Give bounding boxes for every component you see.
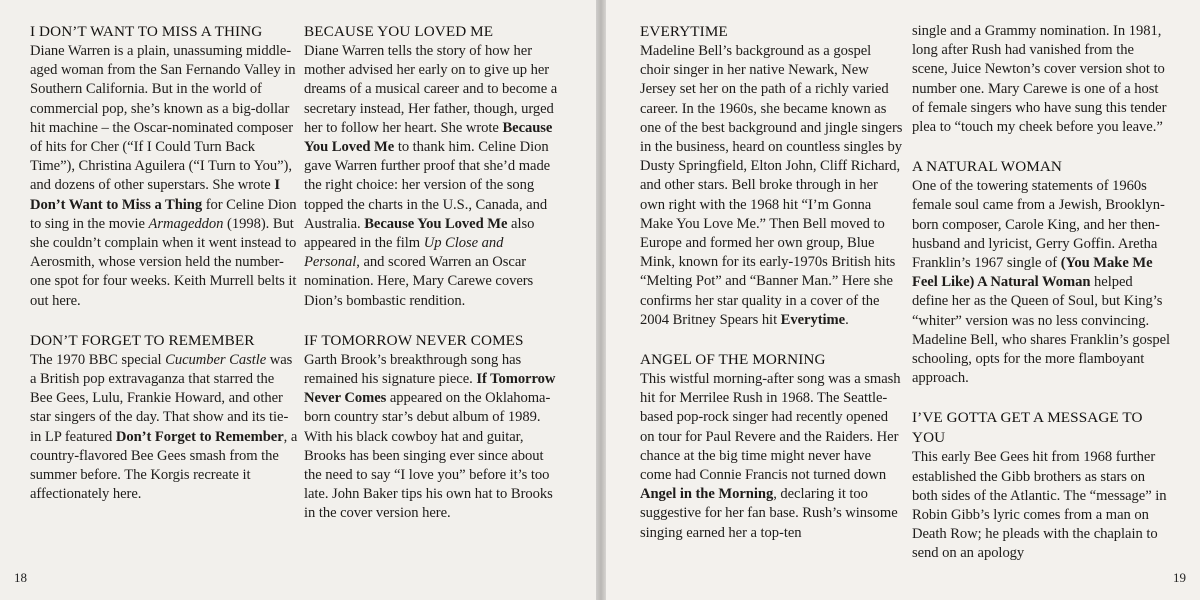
book-gutter: [596, 0, 606, 600]
page-number-left: 18: [14, 570, 27, 585]
section-body: single and a Grammy nomination. In 1981, long after Rush had vanished from the scene, Juice Newton’s cover version shot to number one. Mary Carewe is one of a host of female singers who have sung this tender plea to “touch my cheek before you leave.”: [912, 23, 1167, 136]
section-heading: ANGEL OF THE MORNING: [640, 351, 826, 369]
article-section: [30, 22, 298, 311]
article-section: [912, 157, 1172, 388]
section-body: One of the towering statements of 1960s female soul came from a Jewish, Brooklyn-born composer, Carole King, and her then-husband and lyricist, Gerry Goffin. Aretha Franklin’s 1967 single of (You Make Me Feel Like) A Natural Woman helped define her as the Queen of Soul, but King’s “whiter” version was no less convincing. Madeline Bell, who shares Franklin’s gospel schooling, opts for the more flamboyant approach.: [912, 178, 1171, 387]
article-section: [304, 22, 562, 311]
left-column-2: [304, 22, 562, 544]
article-section: [640, 350, 904, 543]
section-body: Diane Warren is a plain, unassuming middle-aged woman from the San Fernando Valley in Southern California. But in the world of commercial pop, she’s known as a big-dollar hit machine – the Oscar-nominated composer of hits for Cher (“If I Could Turn Back Time”), Christina Aguilera (“I Turn to You”), and dozens of other superstars. She wrote I Don’t Want to Miss a Thing for Celine Dion to sing in the movie Armageddon (1998). But she couldn’t complain when it went instead to Aerosmith, whose version held the number-one spot for four weeks. Keith Murrell belts it out here.: [30, 43, 297, 309]
article-section: [640, 22, 904, 330]
section-body: Garth Brook’s breakthrough song has remained his signature piece. If Tomorrow Never Comes appeared on the Oklahoma-born country star’s debut album of 1989. With his black cowboy hat and guitar, Brooks has been singing ever since about the need to say “I love you” before it’s too late. John Baker tips his own hat to Brooks in the cover version here.: [304, 351, 556, 522]
section-heading: IF TOMORROW NEVER COMES: [304, 331, 524, 349]
section-body: This wistful morning-after song was a smash hit for Merrilee Rush in 1968. The Seattle-based pop-rock singer had recently opened on tour for Paul Revere and the Raiders. Her chance at the big time might never have come had Connie Francis not turned down Angel in the Morning, declaring it too suggestive for her fan base. Rush’s winsome singing earned her a top-ten: [640, 371, 901, 541]
right-column-1: [640, 22, 904, 563]
section-heading: I DON’T WANT TO MISS A THING: [30, 23, 263, 40]
section-body: Diane Warren tells the story of how her mother advised her early on to give up her dreams of a musical career and to become a secretary instead, Her father, though, urged her to follow her heart. She wrote Because You Loved Me to thank him. Celine Dion gave Warren further proof that she’d made the right choice: her version of the song topped the charts in the U.S., Canada, and Australia. Because You Loved Me also appeared in the film Up Close and Personal, and scored Warren an Oscar nomination. Here, Mary Carewe covers Dion’s bombastic rendition.: [304, 43, 558, 309]
left-page: [0, 0, 596, 600]
section-body: This early Bee Gees hit from 1968 further established the Gibb brothers as stars on both sides of the Atlantic. The “message” in Robin Gibb’s lyric comes from a man on Death Row; he pleads with the chaplain to send on an apology: [912, 449, 1167, 562]
section-body: Madeline Bell’s background as a gospel choir singer in her native Newark, New Jersey set her on the path of a richly varied career. In the 1960s, she became known as one of the best background and jingle singers in the business, heard on countless singles by Dusty Springfield, Elton John, Cliff Richard, and other stars. Bell broke through in her own right with the 1968 hit “I’m Gonna Make You Love Me.” Then Bell moved to Europe and formed her own group, Blue Mink, known for its early-1970s British hits “Melting Pot” and “Banner Man.” Here she confirms her star quality in a cover of the 2004 Britney Spears hit Everytime.: [640, 43, 903, 328]
left-column-1: [30, 22, 298, 524]
page-number-right: 19: [1173, 570, 1186, 585]
article-section: [30, 331, 298, 505]
right-page: [606, 0, 1200, 600]
section-heading: EVERYTIME: [640, 23, 728, 40]
article-section: [912, 22, 1172, 137]
article-section: [304, 331, 562, 524]
article-section: [912, 408, 1172, 563]
section-heading: I’VE GOTTA GET A MESSAGE TO YOU: [912, 409, 1143, 447]
section-body: The 1970 BBC special Cucumber Castle was a British pop extravaganza that starred the Bee Gees, Lulu, Frankie Howard, and other star singers of the day. That show and its tie-in LP featured Don’t Forget to Remember, a country-flavored Bee Gees smash from the summer before. The Korgis recreate it affectionately here.: [30, 351, 298, 503]
section-heading: DON’T FORGET TO REMEMBER: [30, 331, 255, 349]
section-heading: BECAUSE YOU LOVED ME: [304, 23, 494, 40]
right-column-2: [912, 22, 1172, 584]
section-heading: A NATURAL WOMAN: [912, 158, 1062, 176]
